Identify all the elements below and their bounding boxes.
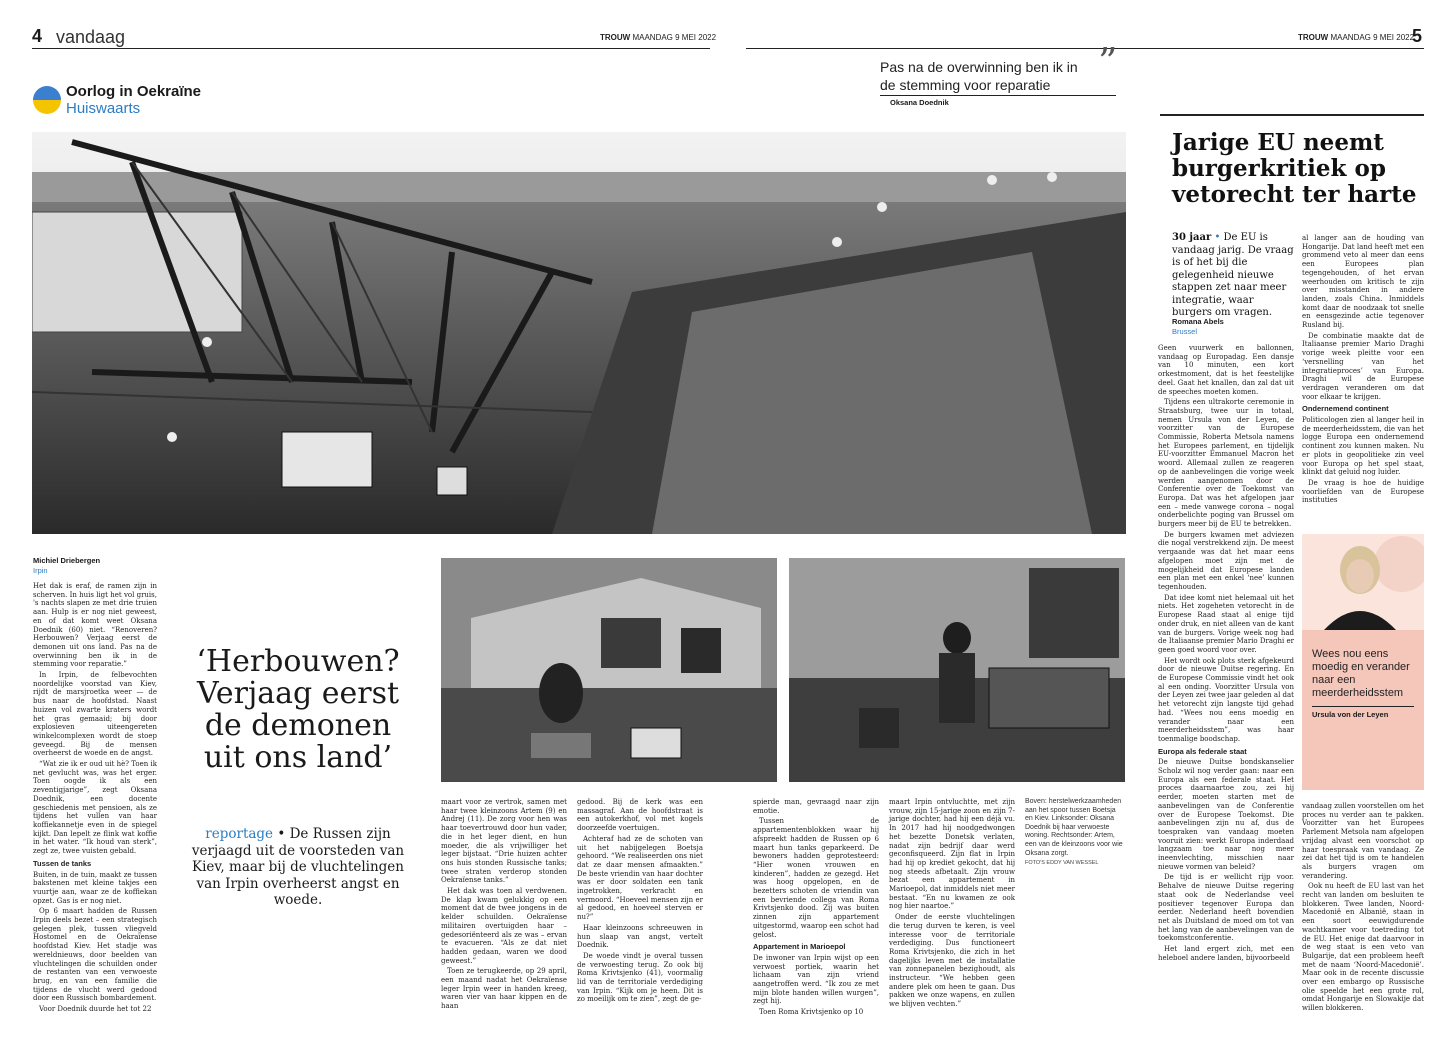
left-place: Irpin bbox=[33, 566, 48, 575]
paragraph: Dat idee komt niet helemaal uit het niets. Het zogeheten vetorecht in de Europese Raad staat al enige tijd onder druk, en niet alleen van de kant van de burgers. Vorige week nog had de Italiaanse premier Mario Draghi er geen goed woord voor over. bbox=[1158, 593, 1294, 654]
left-page-number: 4 bbox=[32, 26, 43, 46]
top-quote-rule bbox=[880, 95, 1116, 96]
paragraph: Toen ze terugkeerde, op 29 april, een maand nadat het Oekraïense leger Irpin weer in handen kreeg, waren vier van haar kippen en de haan bbox=[441, 967, 567, 1011]
quote-box-author: Ursula von der Leyen bbox=[1312, 710, 1389, 719]
von-der-leyen-portrait bbox=[1302, 534, 1424, 630]
artem-interior-photo bbox=[789, 558, 1125, 782]
paragraph: Ook nu heeft de EU last van het recht van landen om besluiten te blokkeren. Twee landen, Noord-Macedonië en Albanië, staan in een soort eeuwigdurende wachtkamer voor toetreding tot de EU. Het enige dat daarvoor in de weg staat is een veto van Bulgarije, dat een probleem heeft met de naam ‘Noord-Macedonië’. Maar ook in de recente discussie over een embargo op Russische olie speelde het een grote rol, omdat Hongarije en Slowakije dat willen blokkeren. bbox=[1302, 882, 1424, 1013]
quote-box bbox=[1302, 630, 1424, 790]
subheading: Tussen de tanks bbox=[33, 858, 92, 868]
paragraph: Achteraf had ze de schoten van uit het nabijgelegen Boetsja gehoord. “We realiseerden ons niet dat ze daar mensen afmaakten.” De beste vriendin van haar dochter was er door soldaten een tank ingetrokken, verkracht en vermoord. “Hoeveel mensen zijn er al gedood, en hoeveel sterven er nu?” bbox=[577, 834, 703, 922]
paragraph: De inwoner van Irpin wijst op een verwoest portiek, waarin het lichaam van zijn vriend aangetroffen werd. “Ik zou ze met mijn blote handen willen wurgen”, zegt hij. bbox=[753, 953, 879, 1006]
topic-subtitle: Huiswaarts bbox=[66, 100, 141, 117]
left-folio bbox=[600, 33, 716, 42]
paragraph: In Irpin, de felbevochten noordelijke voorstad van Kiev, rijdt de marsjroetka weer — de bus naar de hoofdstad. Naast huizen vol zwarte kraters wordt het gras gemaaid; bij door explosieven uiteengereten winkelcomplexen wordt de stoep geveegd. Bij de mensen overheerst de woede en de angst. bbox=[33, 671, 157, 758]
paragraph: De burgers kwamen met adviezen die nogal verstrekkend zijn. De meest vergaande was dat het maar eens afgelopen moet zijn met de mogelijkheid dat Europese landen een plan met een enkel ‘nee’ kunnen tegenhouden. bbox=[1158, 530, 1294, 591]
quote-box-text: Wees nou eens moedig en verander naar een meerderheidsstem bbox=[1312, 648, 1410, 699]
right-article-rule bbox=[1160, 114, 1424, 116]
right-folio-paper: TROUW bbox=[1298, 33, 1329, 42]
left-col-5 bbox=[889, 798, 1015, 1011]
oksana-home-photo bbox=[441, 558, 777, 782]
top-quote-author: Oksana Doednik bbox=[890, 98, 949, 107]
bridge-repair-photo bbox=[32, 132, 1126, 534]
right-col-2 bbox=[1302, 234, 1424, 507]
right-folio-date: MAANDAG 9 MEI 2022 bbox=[1330, 33, 1415, 42]
paragraph: spierde man, gevraagd naar zijn emotie. bbox=[753, 798, 879, 815]
subheading: Ondernemend continent bbox=[1302, 404, 1389, 414]
paragraph: Onder de eerste vluchtelingen die terug durven te keren, is veel interesse voor de territoriale verdediging. Dus functioneert Roma Krivtsjenko, die zich in het dagelijks leven met de installatie van zonnepanelen bezighoudt, als instructeur. “We hebben geen andere plek om heen te gaan. Dus pakken we onze wapens, en zullen we blijven vechten.” bbox=[889, 913, 1015, 1009]
right-col-1 bbox=[1158, 344, 1294, 965]
paragraph: Toen Roma Krivtsjenko op 10 bbox=[759, 1008, 864, 1017]
paragraph: Op 6 maart hadden de Russen Irpin deels bezet – een strategisch gelegen plek, tussen vliegveld Hostomel en de Oekraïense hoofdstad Kiev. Het stadje was wereldnieuws, door beelden van vluchtelingen die schuilden onder de restanten van een verwoeste brug, en van een familie die tijdens de vlucht werd gedood door een Russisch bombardement. bbox=[33, 907, 157, 1003]
lead-bold: 30 jaar bbox=[1172, 232, 1212, 243]
left-col-4 bbox=[753, 798, 879, 1019]
right-folio bbox=[1298, 33, 1414, 42]
right-place: Brussel bbox=[1172, 327, 1198, 336]
left-col-3 bbox=[577, 798, 703, 1006]
paragraph: Het land ergert zich, met een heleboel andere landen, bijvoorbeeld bbox=[1158, 945, 1294, 962]
paragraph: Het wordt ook plots sterk afgekeurd door de nieuwe Duitse regering. En de Europese Commissie vindt het ook al een onding. Voorzitter Ursula von der Leyen zei twee jaar geleden al dat het vetorecht zijn langste tijd gehad had. “Wees nou eens moedig en verander naar een meerderheidsstem”, was haar toenmalige boodschap. bbox=[1158, 656, 1294, 743]
paragraph: De vraag is hoe de huidige voorliefden van de Europese instituties bbox=[1302, 478, 1424, 505]
ukraine-flag-icon bbox=[33, 86, 61, 114]
paragraph: maart voor ze vertrok, samen met haar twee kleinzoons Artem (9) en Andrej (11). De zorg voor hen was haar toevertrouwd door hun vader, die in het leger dient, en hun moeder, die als vrijwilliger het leger bijstaat. “Drie huizen achter ons huis stonden Russische tanks; twee straten verderop stonden Oekraïense tanks.” bbox=[441, 798, 567, 885]
paragraph: Voor Doednik duurde het tot 22 bbox=[39, 1005, 152, 1014]
section-name: vandaag bbox=[56, 27, 126, 47]
right-lead: 30 jaar • De EU is vandaag jarig. De vraag is of het bij die gelegenheid nieuwe stappen zet naar meer integratie, waar burgers om vragen. bbox=[1172, 232, 1294, 318]
right-col-2-continued bbox=[1302, 802, 1424, 1015]
paragraph: al langer aan de houding van Hongarije. Dat land heeft met een grommend veto al meer dan eens een Europees plan tegengehouden, of het ervan weerhouden om kritisch te zijn over misstanden in andere landen, zoals China. Inmiddels komt daar de noodzaak tot snelle en eensgezinde actie tegenover Rusland bij. bbox=[1302, 234, 1424, 330]
left-byline: Michiel Driebergen bbox=[33, 556, 101, 565]
subheading: Europa als federale staat bbox=[1158, 746, 1247, 756]
paragraph: Het dak is eraf, de ramen zijn in scherven. In huis ligt het vol gruis, 's nachts slapen ze met drie truien aan. Hulp is er nog niet geweest, en of dat komt weet Oksana Doednik (60) niet. “Renoveren? Herbouwen? Verjaag eerst de demonen uit ons land. Pas na de overwinning ben ik in de stemming voor reparatie.” bbox=[33, 582, 157, 669]
paragraph: vandaag zullen voorstellen om het proces nu verder aan te pakken. Voorzitter van het Europees Parlement Metsola nam afgelopen vrijdag alvast een voorschot op haar toespraak van vandaag. Ze zei dat het tijd is om te handelen als burgers vragen om verandering. bbox=[1302, 802, 1424, 880]
paragraph: Politicologen zien al langer heil in de meerderheidsstem, die van het logge Europa een ondernemend continent zou kunnen maken. Nu er plots in geopolitieke zin veel voor Europa op het spel staat, klinkt dat geluid nog luider. bbox=[1302, 416, 1424, 477]
paragraph: “Wat zie ik er oud uit hè? Toen ik net gevlucht was, was het erger. Toen oogde ik als een zeventigjarige”, zegt Oksana Doednik, een docente geschiedenis met pensioen, als ze tijdens het vullen van haar koffiekannetje even in de spiegel kijkt. Dan lepelt ze flink wat koffie in het water. “Ik houd van sterk”, zegt ze, twee vuisten gebald. bbox=[33, 760, 157, 856]
paragraph: Geen vuurwerk en ballonnen, vandaag op Europadag. Een dansje van 10 minuten, een kort orkestmoment, dat is het feestelijke deel. Gaat het knallen, dan zal dat uit de speeches moeten komen. bbox=[1158, 344, 1294, 396]
left-folio-date: MAANDAG 9 MEI 2022 bbox=[632, 33, 717, 42]
photo-caption bbox=[1025, 798, 1125, 866]
topic-title: Oorlog in Oekraïne bbox=[66, 83, 202, 100]
quote-box-rule bbox=[1312, 706, 1414, 707]
paragraph: maart Irpin ontvluchtte, met zijn vrouw, zijn 15-jarige zoon en zijn 7-jarige dochter, had hij een déjà vu. In 2017 had hij noodgedwongen het bezette Donetsk verlaten, nadat zijn bedrijf daar werd geconfisqueerd. Zijn flat in Irpin had hij op krediet gekocht, dat hij nog steeds afbetaalt. Zijn vrouw bezat een appartement in Marioepol, dat inmiddels niet meer bestaat. “En nu kwamen ze ook nog hier naartoe.” bbox=[889, 798, 1015, 911]
intro: reportage • De Russen zijn verjaagd uit de voorsteden van Kiev, maar bij de vluchtelingen van Irpin overheerst angst en woede. bbox=[191, 826, 405, 908]
right-page-number: 5 bbox=[1412, 26, 1423, 46]
right-header-rule bbox=[746, 48, 1424, 49]
left-col-2 bbox=[441, 798, 567, 1013]
right-byline: Romana Abels bbox=[1172, 317, 1224, 326]
paragraph: De nieuwe Duitse bondskanselier Scholz wil nog verder gaan: naar een Europa als een federale staat. Het proces daarnaartoe zou, zei hij eerder, moeten starten met de aanbevelingen van de Conferentie over de Europese Toekomst. Die aanbevelingen zijn nu af, dus de toespraken van vandaag moeten vooruit zien: werkt Europa inderdaad langzaam toe naar nog meer ineenvlechting, misschien naar nieuwe vormen van beleid? bbox=[1158, 758, 1294, 871]
paragraph: gedood. Bij de kerk was een massagraf. Aan de hoofdstraat is een autokerkhof, vol met kogels doorzeefde voertuigen. bbox=[577, 798, 703, 833]
pull-quote: ‘Herbouwen? Verjaag eerst de demonen uit ons land’ bbox=[196, 644, 400, 775]
paragraph: De woede vindt je overal tussen de verwoesting terug. Zo ook bij Roma Krivtsjenko (41), voormalig lid van de territoriale verdediging van Irpin. “Kijk om je heen. Dit is zo moeilijk om te zien”, zegt de ge- bbox=[577, 951, 703, 1004]
paragraph: Het dak was toen al verdwenen. De klap kwam gelukkig op een moment dat de twee jongens in de kelder schuilden. Oekraïense militairen overtuigden haar – gedesoriënteerd als ze was – ervan te evacueren. “Als ze dat niet hadden gedaan, waren we dood geweest.” bbox=[441, 887, 567, 965]
top-quote-text: Pas na de overwinning ben ik in de stemming voor reparatie bbox=[880, 59, 1078, 93]
paragraph: De combinatie maakte dat de Italiaanse premier Mario Draghi vorige week pleitte voor een ‘versnelling van het integratieproces’ van Europa. Draghi wil de Europese verdragen veranderen om dat voor elkaar te krijgen. bbox=[1302, 331, 1424, 401]
caption-text: Boven: herstelwerkzaamheden aan het spoor tussen Boetsja en Kiev. Linksonder: Oksana Doednik bij haar verwoeste woning. Rechtsonder: Artem, een van de kleinzoons voor wie Oksana zorgt. bbox=[1025, 798, 1123, 857]
intro-kicker: reportage bbox=[205, 826, 274, 842]
left-folio-paper: TROUW bbox=[600, 33, 631, 42]
left-header-rule bbox=[32, 48, 710, 49]
lead-text: De EU is vandaag jarig. De vraag is of het bij die gelegenheid nieuwe stappen zet naar meer integratie, waar burgers om vragen. bbox=[1172, 232, 1294, 318]
paragraph: De tijd is er wellicht rijp voor. Behalve de nieuwe Duitse regering staat ook de Nederlandse veel positiever tegenover Europa dan eerder. Nederland heeft bovendien net als Duitsland de moed om tot van het lang van de aanbevelingen van de toekomstconferentie. bbox=[1158, 873, 1294, 943]
right-headline: Jarige EU neemt burgerkritiek op vetorecht ter harte bbox=[1172, 129, 1417, 208]
quote-marks-icon: ” bbox=[1098, 40, 1118, 84]
left-col-1 bbox=[33, 582, 157, 1016]
paragraph: Buiten, in de tuin, maakt ze tussen bakstenen met kleine takjes een vuurtje aan, waar ze de koffiekan opzet. Gas is er nog niet. bbox=[33, 870, 157, 905]
paragraph: Haar kleinzoons schreeuwen in hun slaap van angst, vertelt Doednik. bbox=[577, 923, 703, 950]
subheading: Appartement in Marioepol bbox=[753, 942, 846, 952]
paragraph: Tussen de appartementenblokken waar hij afspreekt hadden de Russen op 6 maart hun tanks geparkeerd. De bewoners hadden geprotesteerd: “Hier wonen vrouwen en kinderen”, hadden ze gezegd. Het was hoog opgelopen, en de bezetters schoten de vriendin van een bevriende collega van Roma Krivtsjenko dood. Zij was buiten zinnen zijn appartement uitgestormd, waarop een schot had gelost. bbox=[753, 817, 879, 939]
paragraph: Tijdens een ultrakorte ceremonie in Straatsburg, twee uur in totaal, nemen Ursula von der Leyen, de voorzitter van de Europese Commissie, Roberta Metsola namens het Europees parlement, en tijdelijk EU-voorzitter Emmanuel Macron het woord. Allemaal zullen ze reageren op de aanbevelingen die vorige week werden aangenomen door de Conferentie over de Toekomst van Europa. Dat was het afgelopen jaar een – mede vanwege corona – nogal onderbelichte poging van Brussel om burgers meer bij de EU te betrekken. bbox=[1158, 398, 1294, 529]
photo-credit: FOTO'S EDDY VAN WESSEL bbox=[1025, 860, 1099, 867]
intro-text: De Russen zijn verjaagd uit de voorsteden van Kiev, maar bij de vluchtelingen van Irpin overheerst angst en woede. bbox=[191, 826, 405, 908]
